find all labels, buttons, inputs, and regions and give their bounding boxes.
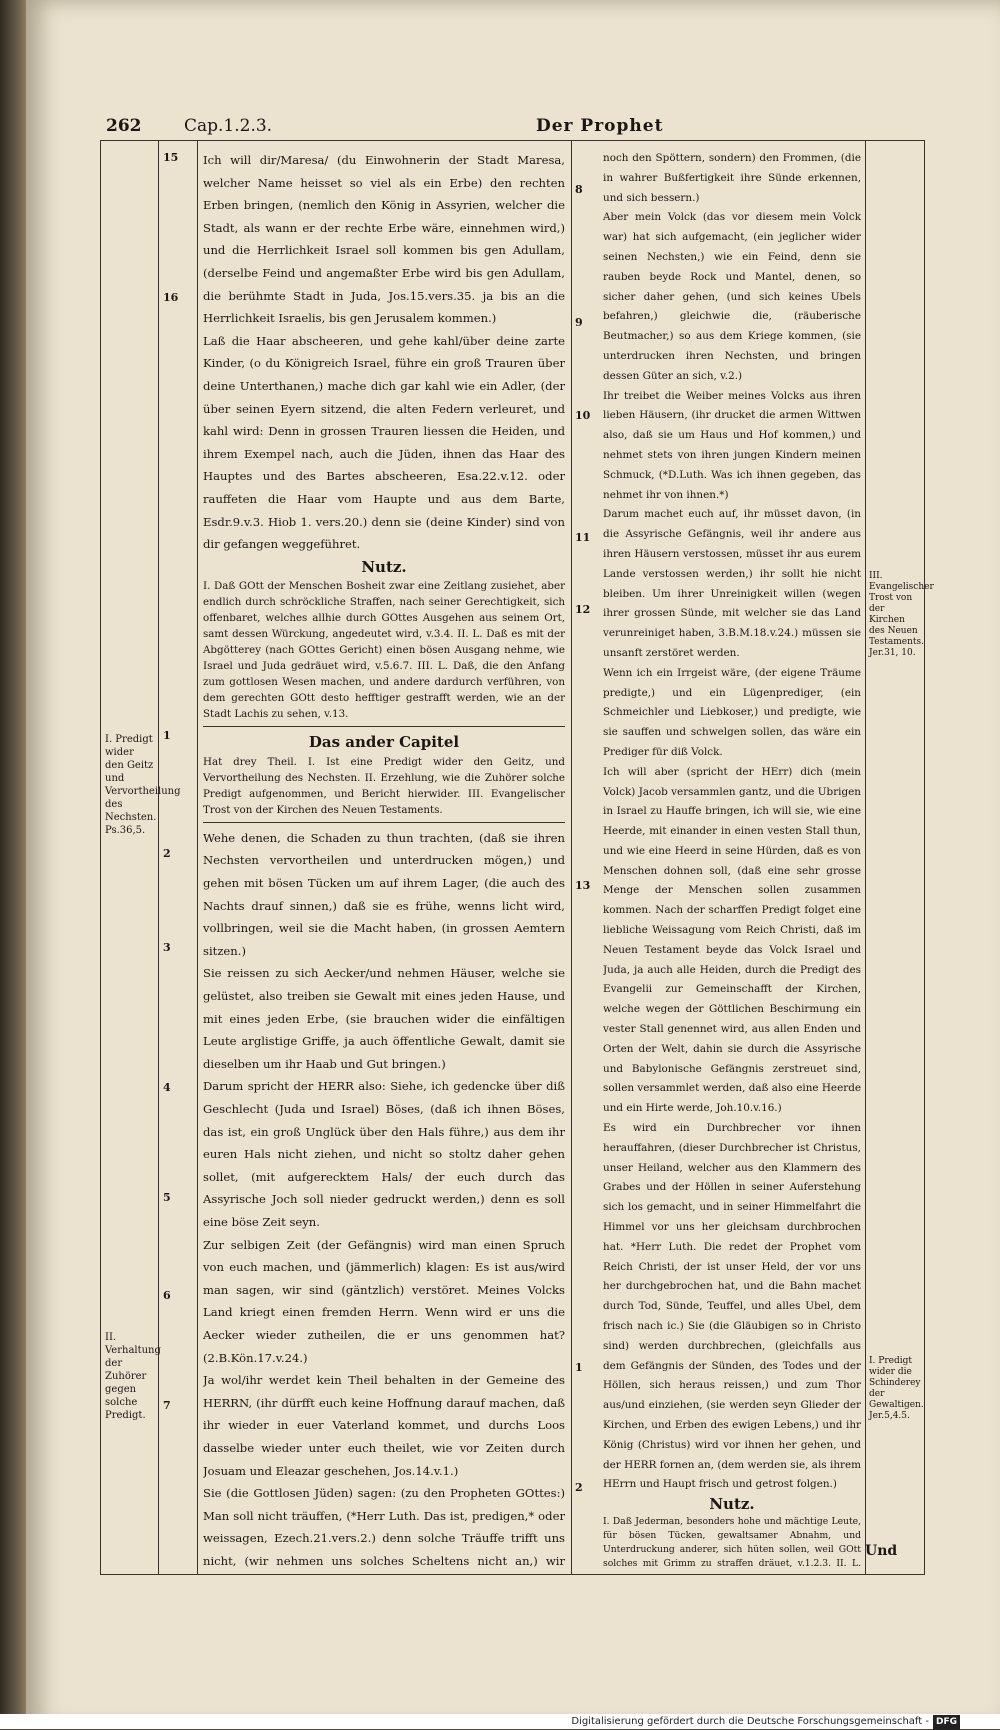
verse-text: Darum spricht der HERR also: Siehe, ich gedencke über diß Geschlecht (Juda und Israel) Böses, (daß ich ihnen Böses, das ist, ein groß Unglück über den Hals führe,) aus dem ihr euren Hals nicht ziehen, und nicht so stoltz daher gehen sollet, (mit aufgerecktem Hals/ der euch durch das Assyrische Joch soll nieder gedruckt werden,) denn es soll eine böse Zeit seyn. xyxy=(203,1079,565,1229)
running-header xyxy=(106,116,906,138)
verse-number: 2 xyxy=(575,1481,583,1494)
verse-number: 6 xyxy=(163,1289,171,1302)
right-column xyxy=(603,149,861,1567)
margin-note-right-1: III. Evangelischer Trost von der Kirchen des Neuen Testaments. Jer.31, 10. xyxy=(869,571,934,658)
verse-text: Aber mein Volck (das vor diesem mein Volck war) hat sich aufgemacht, (ein jeglicher wider seinen Nechsten,) wie ein Feind, denn sie rauben beyde Rock und Mantel, denen, so sicher daher gehen, (und sich keines Ubels befahren,) gleichwie die, (räuberische Beutmacher,) so aus dem Kriege kommen, (sie unterdrucken ihren Nechsten, und bringen dessen Güter an sich, v.2.) xyxy=(603,211,861,382)
verse-number: 10 xyxy=(575,409,591,422)
verse-text: Wenn ich ein Irrgeist wäre, (der eigene Träume predigte,) und ein Lügenprediger, (ein Schmeichler und Liebkoser,) und predigte, wie sie sauffen und schwelgen sollen, das wäre ein Prediger für diß Volck. xyxy=(603,666,861,758)
verse-text: Sie reissen zu sich Aecker/und nehmen Häuser, welche sie gelüstet, also treiben sie Gewalt mit eines jeden Hause, und mit eines jeden Erbe, (sie brauchen wider die einfältigen Leute arglistige Griffe, ja auch öffentliche Gewalt, damit sie dieselben um ihr Haab und Gut bringen.) xyxy=(203,966,565,1071)
verse-number: 4 xyxy=(163,1081,171,1094)
verse-number: 12 xyxy=(575,603,591,616)
page-number: 262 xyxy=(106,116,142,136)
verse-text: Ich will dir/Maresa/ (du Einwohnerin der Stadt Maresa, welcher Name heisset so viel als ein Erbe) den rechten Erben bringen, (nemlich den König in Assyrien, welcher die Stadt, als wann er der rechte Erbe wäre, einnehmen wird,) und die Herrlichkeit Israel soll kommen bis gen Adullam, (derselbe Feind und angemaßter Erbe wird bis gen Adullam, die berühmte Stadt in Juda, Jos.15.vers.35. ja bis an die Herrlichkeit Israelis, bis gen Jerusalem kommen.) xyxy=(203,153,565,326)
verse-text: Zur selbigen Zeit (der Gefängnis) wird man einen Spruch von euch machen, und (jämmerlich) klagen: Es ist aus/wird man sagen, wir sind (gäntzlich) verstöret. Meines Volcks Land kriegt einen fremden Herrn. Wenn wird er uns die Aecker wieder zutheilen, die er uns genommen hat? (2.B.Kön.17.v.24.) xyxy=(203,1237,565,1365)
section-divider xyxy=(203,822,565,823)
running-title: Der Prophet xyxy=(536,116,664,136)
catchword: Und xyxy=(865,1543,898,1559)
left-verse-rule xyxy=(197,141,198,1574)
verse-text: Wehe denen, die Schaden zu thun trachten, (daß sie ihren Nechsten vervortheilen und unterdrucken mögen,) und gehen mit bösen Tücken um auf ihrem Lager, (die auch des Nachts drauf sinnen,) daß sie es frühe, wenns licht wird, vollbringen, weil sie die Macht haben, (in grossen Aemtern sitzen.) xyxy=(203,830,565,958)
dfg-badge: DFG xyxy=(933,1715,960,1730)
verse-number: 8 xyxy=(575,183,583,196)
verse-number: 16 xyxy=(163,291,179,304)
chapter-reference: Cap.1.2.3. xyxy=(184,116,273,136)
verse-number: 1 xyxy=(163,729,171,742)
verse-number: 13 xyxy=(575,879,591,892)
verse-text: noch den Spöttern, sondern) den Frommen, (die in wahrer Bußfertigkeit ihre Sünde erkennen, und sich bessern.) xyxy=(603,152,861,204)
margin-note-right-2: I. Predigt wider die Schinderey der Gewaltigen. Jer.5,4.5. xyxy=(869,1356,924,1421)
nutz-heading: Nutz. xyxy=(361,557,407,576)
verse-number: 5 xyxy=(163,1191,171,1204)
margin-note-left-2: II. Verhaltung der Zuhörer gegen solche Predigt. xyxy=(105,1332,161,1421)
center-rule xyxy=(571,141,572,1574)
verse-number: 2 xyxy=(163,847,171,860)
text-frame xyxy=(100,140,934,1575)
margin-note-left-1: I. Predigt wider den Geitz und Vervortheilung des Nechsten. Ps.36,5. xyxy=(105,734,181,836)
chapter-summary: Hat drey Theil. I. Ist eine Predigt wider den Geitz, und Vervortheilung des Nechsten. II. Erzehlung, wie die Zuhörer solche Predigt aufgenommen, und Bericht hierwider. III. Evangelischer Trost von der Kirchen des Neuen Testaments. xyxy=(203,755,565,816)
verse-text: Ihr treibet die Weiber meines Volcks aus ihren lieben Häusern, (ihr drucket die armen Wittwen also, daß sie um Haus und Hof kommen,) und nehmet stets von ihren jungen Kindern meinen Schmuck, (*D.Luth. Was ich ihnen gegeben, das nehmet ihr von ihnen.*) xyxy=(603,389,861,501)
verse-text: Ja wol/ihr werdet kein Theil behalten in der Gemeine des HERRN, (ihr dürfft euch keine Hoffnung darauf machen, daß ihr wieder in euer Vaterland kommet, und durchs Loos dasselbe wieder unter euch theilet, wie vor Zeiten durch Josuam und Eleazar geschehen, Jos.14.v.1.) xyxy=(203,1373,565,1478)
section-divider xyxy=(203,726,565,727)
nutz-text: I. Daß GOtt der Menschen Bosheit zwar eine Zeitlang zusiehet, aber endlich durch schröckliche Straffen, nach seiner Gerechtigkeit, sich offenbaret, welches allhie durch GOttes Ausgehen aus seinem Ort, samt dessen Würckung, angedeutet wird, v.3.4. II. L. Daß es mit der Abgötterey (nach GOttes Gericht) einen bösen Ausgang nehme, wie Israel und Juda gedräuet wird, v.5.6.7. III. L. Daß, die den Anfang zum gottlosen Wesen machen, und andere dardurch verführen, von dem gerechten GOtt desto hefftiger gestrafft werden, wie an der Stadt Lachis zu sehen, v.13. xyxy=(203,580,565,721)
verse-number: 11 xyxy=(575,531,591,544)
chapter-heading: Das ander Capitel xyxy=(308,733,460,752)
footer-text: Digitalisierung gefördert durch die Deutsche Forschungsgemeinschaft - xyxy=(571,1716,929,1727)
nutz-text: I. Daß Jederman, besonders hohe und mächtige Leute, für bösen Tücken, gewaltsamer Abnahm, und Unterdruckung anderer, sich hüten sollen, weil GOtt solches mit Grimm zu straffen dräuet, v.1.2.3. II. L. xyxy=(603,1515,861,1567)
verse-text: Sie (die Gottlosen Jüden) sagen: (zu den Propheten GOttes:) Man soll nicht träuffen, (*Herr Luth. Das ist, predigen,* oder weissagen, Ezech.21.vers.2.) denn solche Träuffe trifft uns nicht, (wir nehmen uns solches Scheltens nicht an,) wir xyxy=(203,1486,565,1567)
verse-number: 3 xyxy=(163,941,171,954)
verse-text: Es wird ein Durchbrecher vor ihnen herauffahren, (dieser Durchbrecher ist Christus, unser Heiland, welcher aus den Klammern des Grabes und der Höllen in seiner Auferstehung sich los gemacht, und in seiner Himmelfahrt die Himmel vor uns her gleichsam durchbrochen hat. *Herr Luth. Die redet der Prophet vom Reich Christi, der ist unser Held, der vor uns her durchgebrochen hat, und die Bahn machet durch Tod, Sünde, Teuffel, und alles Ubel, dem frisch nach ic.) Sie (die Gläubigen so in Christo sind) werden durchbrechen, (gleichfalls aus dem Gefängnis der Sünden, des Todes und der Höllen, sich heraus reissen,) und zum Thor aus/und einziehen, (sie werden seyn Glieder der Kirchen, und Erben des ewigen Lebens,) und ihr König (Christus) wird vor ihnen her gehen, und der HERR fornen an, (dem werden sie, als ihrem HErrn und Haupt frisch und getrost folgen.) xyxy=(603,1122,861,1491)
digitization-footer xyxy=(0,1714,1000,1729)
verse-number: 9 xyxy=(575,316,583,329)
verse-text: Ich will aber (spricht der HErr) dich (mein Volck) Jacob versammlen gantz, und die Ubrigen in Israel zu Hauffe bringen, ich will sie, wie eine Heerde, mit einander in einen vesten Stall thun, und wie eine Heerd in seine Hürden, daß es von Menschen dohnen soll, (daß eine sehr grosse Menge der Menschen sollen zusammen kommen. Nach der scharffen Predigt folget eine liebliche Weissagung vom Reich Christi, daß im Neuen Testament beyde das Volck Israel und Juda, ja auch alle Heiden, durch die Predigt des Evangelii zur Gemeinschafft der Kirchen, welche wegen der Göttlichen Beschirmung ein vester Stall genennet wird, aus allen Enden und Orten der Welt, dahin sie durch die Assyrische und Babylonische Gefängnis zerstreuet sind, sollen versammlet werden, daß also eine Heerde und ein Hirte werde, Joh.10.v.16.) xyxy=(603,765,861,1115)
verse-number: 7 xyxy=(163,1399,171,1412)
left-column xyxy=(203,149,565,1567)
verse-text: Darum machet euch auf, ihr müsset davon, (in die Assyrische Gefängnis, weil ihr andere aus ihren Häusern verstossen, müsset ihr aus eurem Lande verstossen werden,) ihr sollt hie nicht bleiben. Um ihrer Unreinigkeit willen (wegen ihrer grossen Sünde, mit welcher sie das Land verunreiniget haben, 3.B.M.18.v.24.) müssen sie unsanft zerstöret werden. xyxy=(603,508,861,659)
right-margin-rule xyxy=(865,141,866,1574)
verse-number: 1 xyxy=(575,1361,583,1374)
verse-number: 15 xyxy=(163,151,179,164)
book-spine xyxy=(0,0,26,1729)
nutz-heading: Nutz. xyxy=(709,1495,755,1514)
verse-text: Laß die Haar abscheeren, und gehe kahl/über deine zarte Kinder, (o du Königreich Israel, führe ein groß Trauren über deine Unterthanen,) mache dich gar kahl wie ein Adler, (der über seinen Eyern sitzend, die alten Federn verleuret, und kahl wird: Denn in grossen Trauren liessen die Heiden, und ihrem Exempel nach, auch die Jüden, ihnen das Haar des Hauptes und des Bartes abscheeren, Esa.22.v.12. oder rauffeten die Haar vom Haupte und aus dem Barte, Esdr.9.v.3. Hiob 1. vers.20.) denn sie (deine Kinder) sind von dir gefangen weggeführet. xyxy=(203,333,565,552)
left-margin-rule xyxy=(158,141,159,1574)
